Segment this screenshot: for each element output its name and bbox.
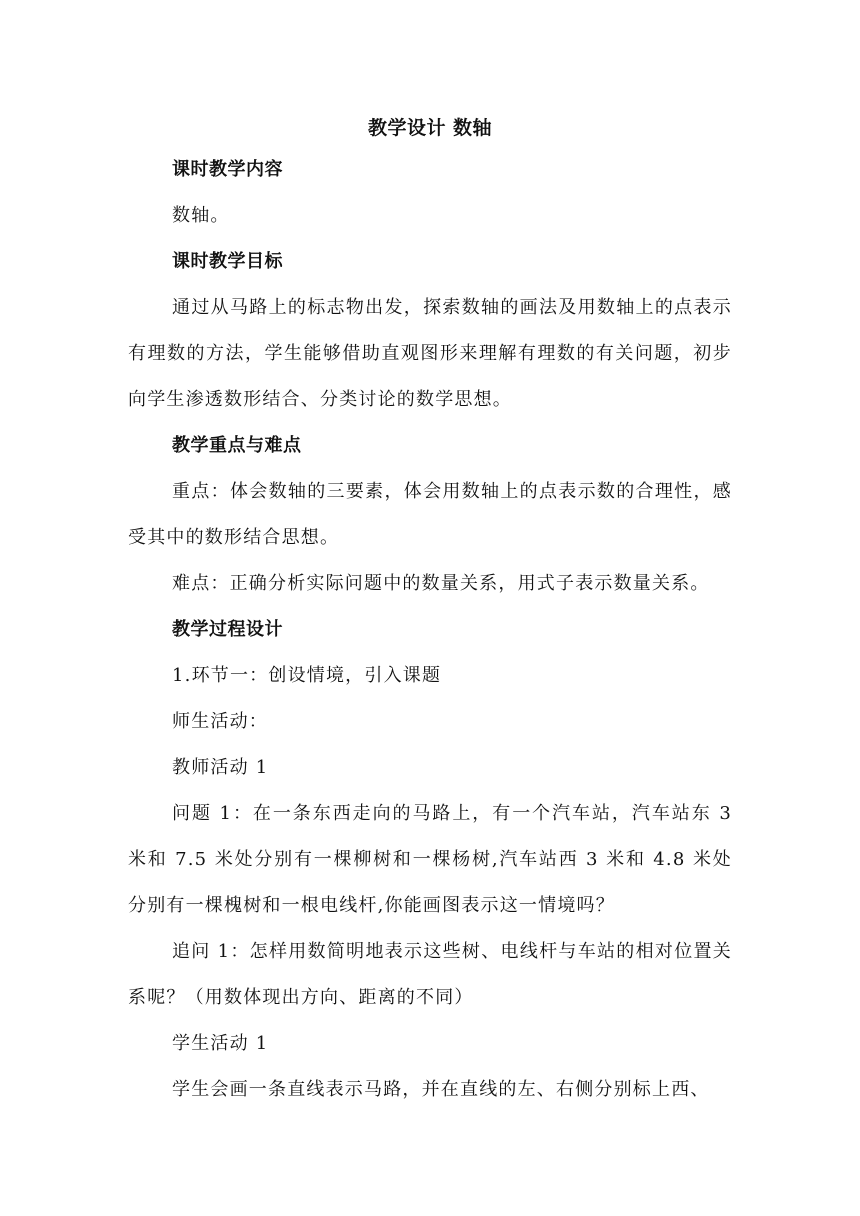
paragraph-teacher-activity-1: 教师活动 1 (172, 757, 269, 778)
paragraph-question-1: 问题 1：在一条东西走向的马路上，有一个汽车站，汽车站东 3 米和 7.5 米处分别有一棵柳树和一棵杨树,汽车站西 3 米和 4.8 米处分别有一棵槐树和一根电线杆,你能画图表示这一情境吗？ (128, 803, 732, 916)
paragraph-follow-up-1: 追问 1：怎样用数简明地表示这些树、电线杆与车站的相对位置关系呢？（用数体现出方向、距离的不同） (128, 941, 732, 1008)
paragraph-activities-label: 师生活动： (172, 711, 268, 732)
heading-key-points: 教学重点与难点 (172, 435, 302, 456)
heading-lesson-goals: 课时教学目标 (172, 251, 283, 272)
document-body (128, 155, 732, 1121)
document-title: 教学设计 数轴 (367, 117, 493, 139)
paragraph-student-activity-text: 学生会画一条直线表示马路，并在直线的左、右侧分别标上西、 (172, 1079, 710, 1100)
paragraph-key-point: 重点：体会数轴的三要素，体会用数轴上的点表示数的合理性，感受其中的数形结合思想。 (128, 481, 732, 548)
paragraph-student-activity-1: 学生活动 1 (172, 1033, 269, 1054)
paragraph-lesson-content: 数轴。 (172, 205, 230, 226)
heading-lesson-content: 课时教学内容 (172, 159, 283, 180)
paragraph-difficulty: 难点：正确分析实际问题中的数量关系，用式子表示数量关系。 (172, 573, 710, 594)
paragraph-lesson-goals: 通过从马路上的标志物出发，探索数轴的画法及用数轴上的点表示有理数的方法，学生能够借助直观图形来理解有理数的有关问题，初步向学生渗透数形结合、分类讨论的数学思想。 (128, 297, 732, 410)
heading-process-design: 教学过程设计 (172, 619, 283, 640)
paragraph-step-one: 1.环节一：创设情境，引入课题 (172, 665, 442, 686)
